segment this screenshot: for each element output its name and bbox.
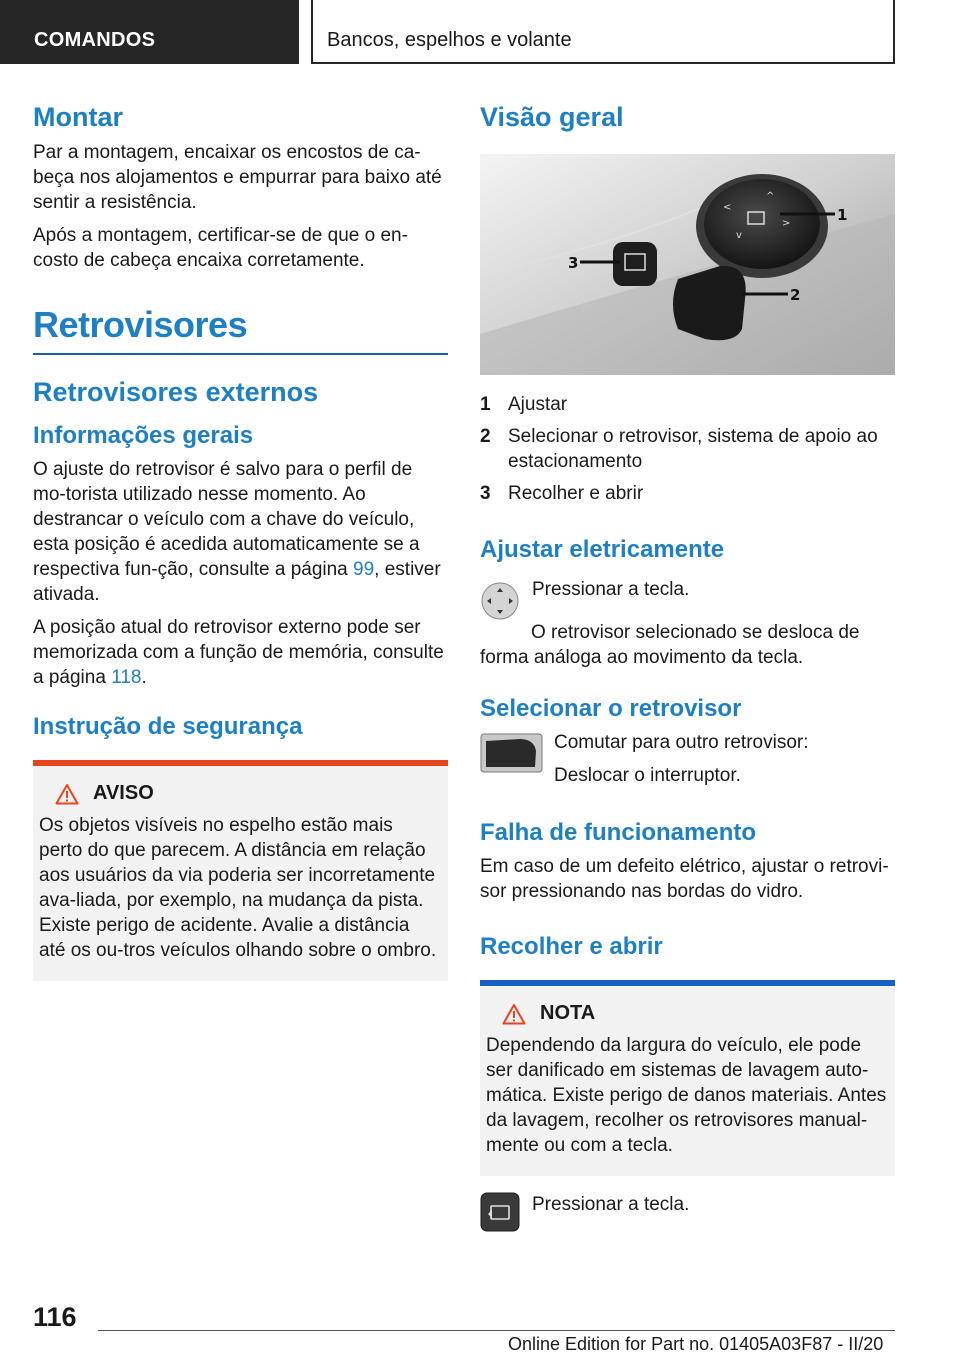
heading-recolher-abrir: Recolher e abrir — [480, 933, 663, 960]
ajustar-paragraph-2: O retrovisor selecionado se desloca de forma análoga ao movimento da tecla. — [480, 622, 860, 668]
note-box — [480, 980, 895, 1176]
chapter-title: Bancos, espelhos e volante — [311, 0, 895, 64]
left-column — [33, 100, 448, 981]
mirror-selector-switch-icon — [480, 733, 543, 773]
legend-list — [480, 392, 895, 506]
heading-falha-funcionamento: Falha de funcionamento — [480, 819, 757, 846]
selecionar-paragraph-2: Deslocar o interruptor. — [554, 765, 741, 786]
heading-ajustar-eletricamente: Ajustar eletricamente — [480, 536, 725, 563]
section-tab: COMANDOS — [0, 0, 299, 64]
warning-label: AVISO — [93, 782, 154, 804]
list-item: 1 Ajustar — [480, 394, 568, 415]
svg-text:<: < — [723, 202, 732, 213]
photo-label-3: 3 — [568, 254, 579, 272]
photo-label-2: 2 — [790, 286, 801, 304]
svg-text:v: v — [736, 230, 742, 241]
info-paragraph-2: A posição atual do retrovisor externo pode ser memorizada com a função de memória, consulte a página 118. — [33, 617, 444, 688]
fold-mirror-block — [480, 1192, 895, 1232]
mirror-controls-photo — [480, 154, 895, 375]
mirror-adjust-button-icon — [480, 581, 520, 621]
page-link-118[interactable]: 118 — [111, 667, 142, 688]
press-paragraph: Pressionar a tecla. — [532, 1194, 690, 1215]
heading-informacoes-gerais: Informações gerais — [33, 422, 254, 449]
warning-box — [33, 760, 448, 981]
info-paragraph-1: O ajuste do retrovisor é salvo para o perfil de mo-torista utilizado nesse momento. Ao destrancar o veículo com a chave do veículo, esta posição é acedida automaticamente se a respectiva fun-ção, consulte a página 99, estiver ativada. — [33, 459, 441, 605]
photo-label-1: 1 — [837, 206, 848, 224]
selecionar-paragraph-1: Comutar para outro retrovisor: — [554, 732, 809, 753]
warning-triangle-icon — [55, 783, 79, 805]
heading-instrucao-seguranca: Instrução de segurança — [33, 713, 303, 740]
fold-mirror-button-icon — [480, 1192, 520, 1232]
selecionar-block — [480, 730, 895, 796]
right-column — [480, 100, 895, 1232]
note-header — [486, 1002, 887, 1025]
caution-triangle-icon — [502, 1003, 526, 1025]
page-number: 116 — [33, 1302, 77, 1332]
heading-montar: Montar — [33, 102, 123, 132]
montar-paragraph-2: Após a montagem, certificar-se de que o en-costo de cabeça encaixa corretamente. — [33, 225, 408, 271]
note-text: Dependendo da largura do veículo, ele pode ser danificado em sistemas de lavagem auto-mática. Existe perigo de danos materiais. Antes da lavagem, recolher os retrovisores manual-mente ou com a tecla. — [486, 1035, 887, 1156]
svg-text:^: ^ — [766, 191, 775, 202]
svg-text:>: > — [782, 218, 791, 229]
heading-rule — [33, 353, 448, 355]
list-item: 3 Recolher e abrir — [480, 483, 644, 504]
heading-selecionar-retrovisor: Selecionar o retrovisor — [480, 695, 742, 722]
heading-retrovisores-externos: Retrovisores externos — [33, 377, 319, 407]
warning-header — [39, 782, 440, 805]
page-link-99[interactable]: 99 — [353, 559, 375, 580]
ajustar-block — [480, 577, 895, 670]
page-header — [0, 0, 960, 66]
edition-text: Online Edition for Part no. 01405A03F87 - II/20 — [508, 1334, 884, 1354]
heading-visao-geral: Visão geral — [480, 102, 624, 132]
footer-rule — [98, 1330, 895, 1331]
warning-text: Os objetos visíveis no espelho estão mais perto do que parecem. A distância em relação aos usuários da via poderia ser incorretamente ava-liada, por exemplo, na mudança da pista. Existe perigo de acidente. Avalie a distância até os ou-tros veículos olhando sobre o ombro. — [39, 815, 437, 961]
falha-paragraph: Em caso de um defeito elétrico, ajustar o retrovi-sor pressionando nas bordas do vidro. — [480, 856, 889, 902]
ajustar-paragraph-1: Pressionar a tecla. — [532, 579, 690, 600]
montar-paragraph-1: Par a montagem, encaixar os encostos de ca-beça nos alojamentos e empurrar para baixo até sentir a resistência. — [33, 142, 442, 213]
list-item: 2 Selecionar o retrovisor, sistema de apoio ao estacionamento — [480, 426, 878, 472]
heading-retrovisores: Retrovisores — [33, 304, 248, 345]
note-label: NOTA — [540, 1002, 596, 1024]
